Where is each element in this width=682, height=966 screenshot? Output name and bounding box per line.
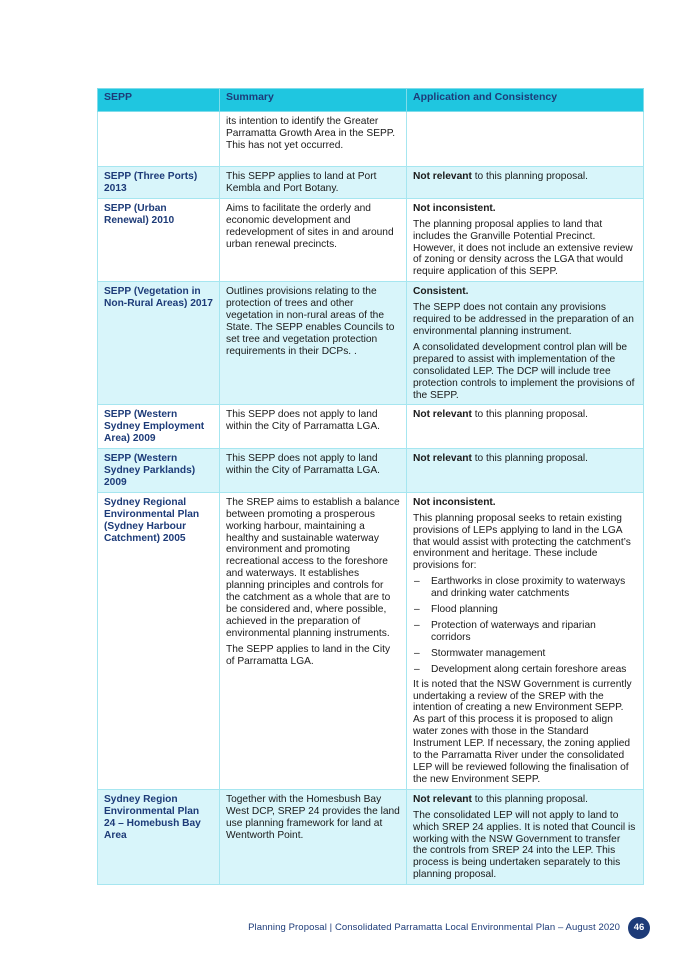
sepp-cell: SEPP (Vegetation in Non-Rural Areas) 2017 bbox=[98, 282, 220, 405]
application-verdict-rest: to this planning proposal. bbox=[471, 793, 588, 805]
application-text: The consolidated LEP will not apply to land to which SREP 24 applies. It is noted that Council is working with the NSW Government to transfer the controls from SREP 24 into the LEP. This process is being undertaken separately to this planning proposal. bbox=[413, 809, 636, 881]
list-item-text: Flood planning bbox=[431, 604, 498, 616]
summary-cell bbox=[220, 282, 407, 405]
header-application: Application and Consistency bbox=[407, 89, 644, 112]
dash-bullet-icon: – bbox=[414, 576, 420, 588]
application-verdict-rest: to this planning proposal. bbox=[471, 171, 588, 182]
application-text: It is noted that the NSW Government is currently undertaking a review of the SREP with the intention of creating a new Environment SEPP. As part of this process it is proposed to align water zones with those in the Standard Instrument LEP. If necessary, the zoning applied to the Parramatta River under the consolidated LEP will be reviewed following the finalisation of the new Environment SEPP. bbox=[413, 678, 632, 785]
application-text: A consolidated development control plan will be prepared to assist with implementation of the consolidated LEP. The DCP will include tree protection controls to implement the provisions of the SEPP. bbox=[413, 341, 635, 401]
header-summary: Summary bbox=[220, 89, 407, 112]
summary-text: The SEPP applies to land in the City of Parramatta LGA. bbox=[226, 643, 391, 667]
table-row bbox=[98, 492, 644, 789]
summary-cell bbox=[220, 492, 407, 789]
application-cell bbox=[407, 449, 644, 493]
application-text: This planning proposal seeks to retain existing provisions of LEPs applying to land in the LGA that would assist with protecting the catchment’s environment and heritage. These include provisions for: bbox=[413, 512, 631, 572]
list-item bbox=[413, 604, 637, 616]
application-text: The SEPP does not contain any provisions required to be addressed in the preparation of an environmental planning instrument. bbox=[413, 302, 634, 337]
table-header-row bbox=[98, 89, 644, 112]
table-row bbox=[98, 282, 644, 405]
application-verdict-rest: to this planning proposal. bbox=[471, 453, 588, 465]
table-row bbox=[98, 198, 644, 281]
application-verdict: Consistent. bbox=[413, 286, 469, 298]
summary-cell bbox=[220, 789, 407, 884]
application-verdict-rest: to this planning proposal. bbox=[471, 409, 588, 421]
dash-bullet-icon: – bbox=[414, 604, 420, 616]
application-cell bbox=[407, 112, 644, 167]
sepp-cell: Sydney Regional Environmental Plan (Sydney Harbour Catchment) 2005 bbox=[98, 492, 220, 789]
list-item bbox=[413, 664, 637, 676]
sepp-cell: SEPP (Western Sydney Parklands) 2009 bbox=[98, 449, 220, 493]
summary-cell bbox=[220, 112, 407, 167]
list-item-text: Protection of waterways and riparian corridors bbox=[431, 620, 596, 643]
sepp-cell: SEPP (Three Ports) 2013 bbox=[98, 167, 220, 199]
summary-text: The SREP aims to establish a balance between promoting a prosperous working harbour, maintaining a healthy and sustainable waterway environment and promoting recreational access to the foreshore and waterways. It establishes planning principles and controls for the catchment as a whole that are to be considered and, where possible, achieved in the preparation of environmental planning instruments. bbox=[226, 496, 400, 639]
sepp-cell: Sydney Region Environmental Plan 24 – Homebush Bay Area bbox=[98, 789, 220, 884]
application-verdict: Not relevant bbox=[413, 793, 472, 805]
summary-text: Outlines provisions relating to the protection of trees and other vegetation in non-rural areas of the State. The SEPP enables Councils to set tree and vegetation protection requirements in their DCPs. . bbox=[226, 286, 395, 357]
summary-cell bbox=[220, 198, 407, 281]
application-lead bbox=[413, 203, 637, 215]
application-cell bbox=[407, 282, 644, 405]
sepp-consistency-table bbox=[97, 88, 644, 885]
application-lead bbox=[413, 497, 637, 509]
footer-text: Planning Proposal | Consolidated Parramatta Local Environmental Plan – August 2020 bbox=[248, 922, 620, 933]
dash-bullet-icon: – bbox=[414, 663, 420, 675]
list-item bbox=[413, 576, 637, 600]
list-item bbox=[413, 620, 637, 644]
list-item-text: Stormwater management bbox=[431, 647, 546, 659]
application-lead bbox=[413, 409, 637, 421]
application-verdict: Not relevant bbox=[413, 409, 472, 421]
sepp-cell: SEPP (Western Sydney Employment Area) 2009 bbox=[98, 405, 220, 449]
summary-cell bbox=[220, 405, 407, 449]
header-sepp: SEPP bbox=[98, 89, 220, 112]
page-number: 46 bbox=[628, 917, 650, 939]
table-row bbox=[98, 167, 644, 199]
dash-bullet-icon: – bbox=[414, 620, 420, 631]
summary-text: This SEPP does not apply to land within the City of Parramatta LGA. bbox=[226, 409, 381, 433]
application-verdict: Not relevant bbox=[413, 171, 472, 182]
summary-text: its intention to identify the Greater Parramatta Growth Area in the SEPP. This has not yet occurred. bbox=[226, 116, 396, 151]
table-row bbox=[98, 789, 644, 884]
table-row bbox=[98, 449, 644, 493]
application-lead bbox=[413, 453, 637, 465]
sepp-cell bbox=[98, 112, 220, 167]
application-cell bbox=[407, 492, 644, 789]
summary-text: Aims to facilitate the orderly and economic development and redevelopment of sites in and around urban renewal precincts. bbox=[226, 202, 394, 250]
application-verdict: Not inconsistent. bbox=[413, 202, 496, 214]
table-row bbox=[98, 112, 644, 167]
application-cell bbox=[407, 167, 644, 199]
application-lead bbox=[413, 286, 637, 298]
application-lead bbox=[413, 794, 637, 806]
table-row bbox=[98, 405, 644, 449]
summary-text: Together with the Homesbush Bay West DCP, SREP 24 provides the land use planning framework for land at Wentworth Point. bbox=[226, 793, 400, 841]
list-item bbox=[413, 648, 637, 660]
summary-text: This SEPP does not apply to land within the City of Parramatta LGA. bbox=[226, 453, 381, 477]
provisions-list bbox=[413, 576, 637, 675]
list-item-text: Earthworks in close proximity to waterways and drinking water catchments bbox=[431, 576, 626, 600]
summary-text: This SEPP applies to land at Port Kembla and Port Botany. bbox=[226, 171, 377, 194]
summary-cell bbox=[220, 167, 407, 199]
application-text: The planning proposal applies to land that includes the Granville Potential Precinct. However, it does not include an extensive review of zoning or density across the LGA that would require application of this SEPP. bbox=[413, 218, 633, 278]
application-verdict: Not relevant bbox=[413, 453, 472, 465]
list-item-text: Development along certain foreshore areas bbox=[431, 663, 627, 675]
application-cell bbox=[407, 405, 644, 449]
application-lead bbox=[413, 171, 637, 183]
application-cell bbox=[407, 789, 644, 884]
application-cell bbox=[407, 198, 644, 281]
application-verdict: Not inconsistent. bbox=[413, 496, 496, 508]
dash-bullet-icon: – bbox=[414, 647, 420, 659]
sepp-cell: SEPP (Urban Renewal) 2010 bbox=[98, 198, 220, 281]
summary-cell bbox=[220, 449, 407, 493]
